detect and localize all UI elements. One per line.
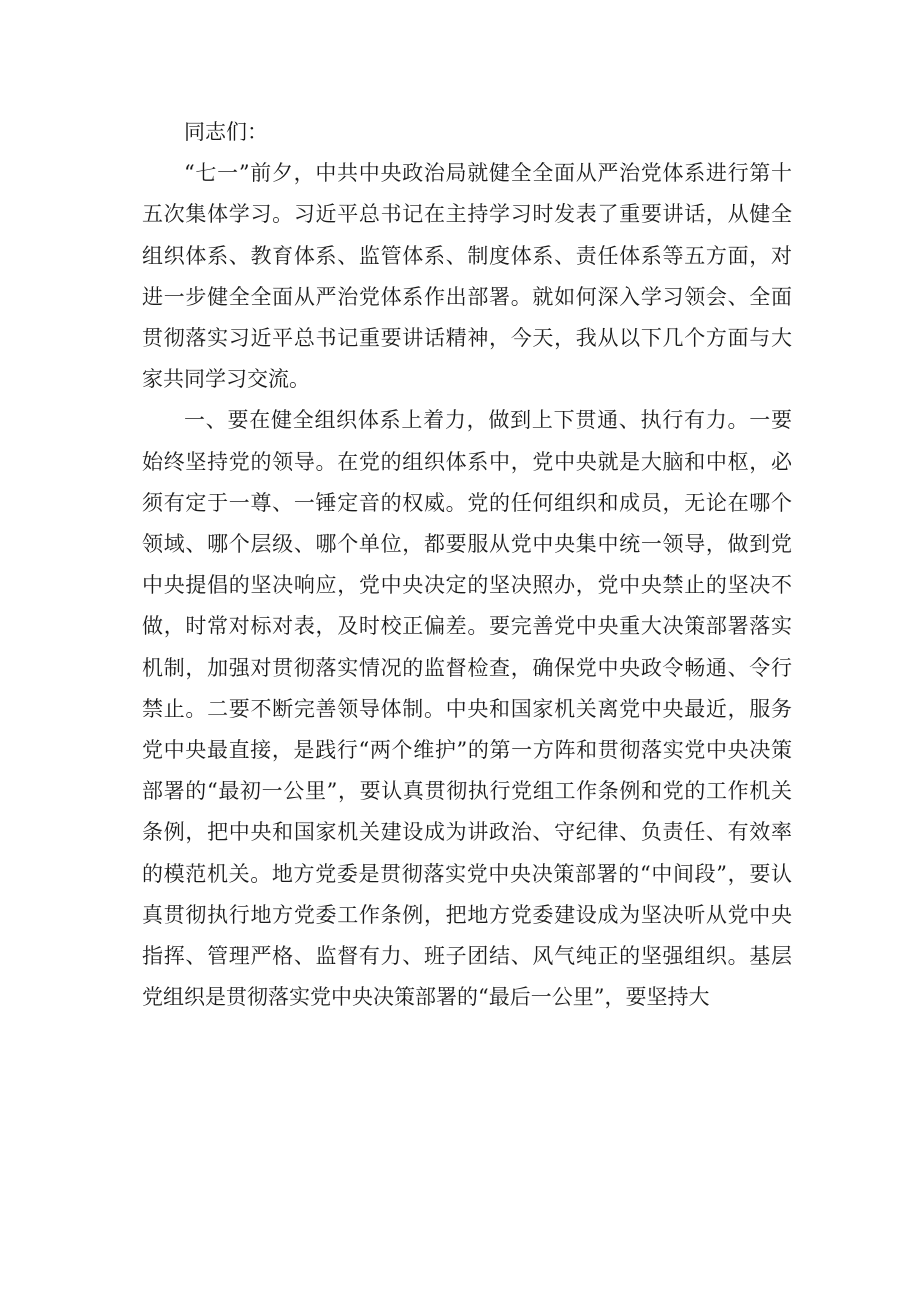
salutation: 同志们： <box>184 120 268 144</box>
paragraph-intro: “七一”前夕，中共中央政治局就健全全面从严治党体系进行第十五次集体学习。习近平总书记在主持学习时发表了重要讲话，从健全组织体系、教育体系、监管体系、制度体系、责任体系等五方面，对进一步健全全面从严治党体系作出部署。就如何深入学习领会、全面贯彻落实习近平总书记重要讲话精神，今天，我从以下几个方面与大家共同学习交流。 <box>142 161 792 392</box>
paragraph-section-one: 一、要在健全组织体系上着力，做到上下贯通、执行有力。一要始终坚持党的领导。在党的组织体系中，党中央就是大脑和中枢，必须有定于一尊、一锤定音的权威。党的任何组织和成员，无论在哪个领域、哪个层级、哪个单位，都要服从党中央集中统一领导，做到党中央提倡的坚决响应，党中央决定的坚决照办，党中央禁止的坚决不做，时常对标对表，及时校正偏差。要完善党中央重大决策部署落实机制，加强对贯彻落实情况的监督检查，确保党中央政令畅通、令行禁止。二要不断完善领导体制。中央和国家机关离党中央最近，服务党中央最直接，是践行“两个维护”的第一方阵和贯彻落实党中央决策部署的“最初一公里”，要认真贯彻执行党组工作条例和党的工作机关条例，把中央和国家机关建设成为讲政治、守纪律、负责任、有效率的模范机关。地方党委是贯彻落实党中央决策部署的“中间段”，要认真贯彻执行地方党委工作条例，把地方党委建设成为坚决听从党中央指挥、管理严格、监督有力、班子团结、风气纯正的坚强组织。基层党组织是贯彻落实党中央决策部署的“最后一公里”，要坚持大 <box>142 408 792 1010</box>
document-body <box>142 112 792 1018</box>
